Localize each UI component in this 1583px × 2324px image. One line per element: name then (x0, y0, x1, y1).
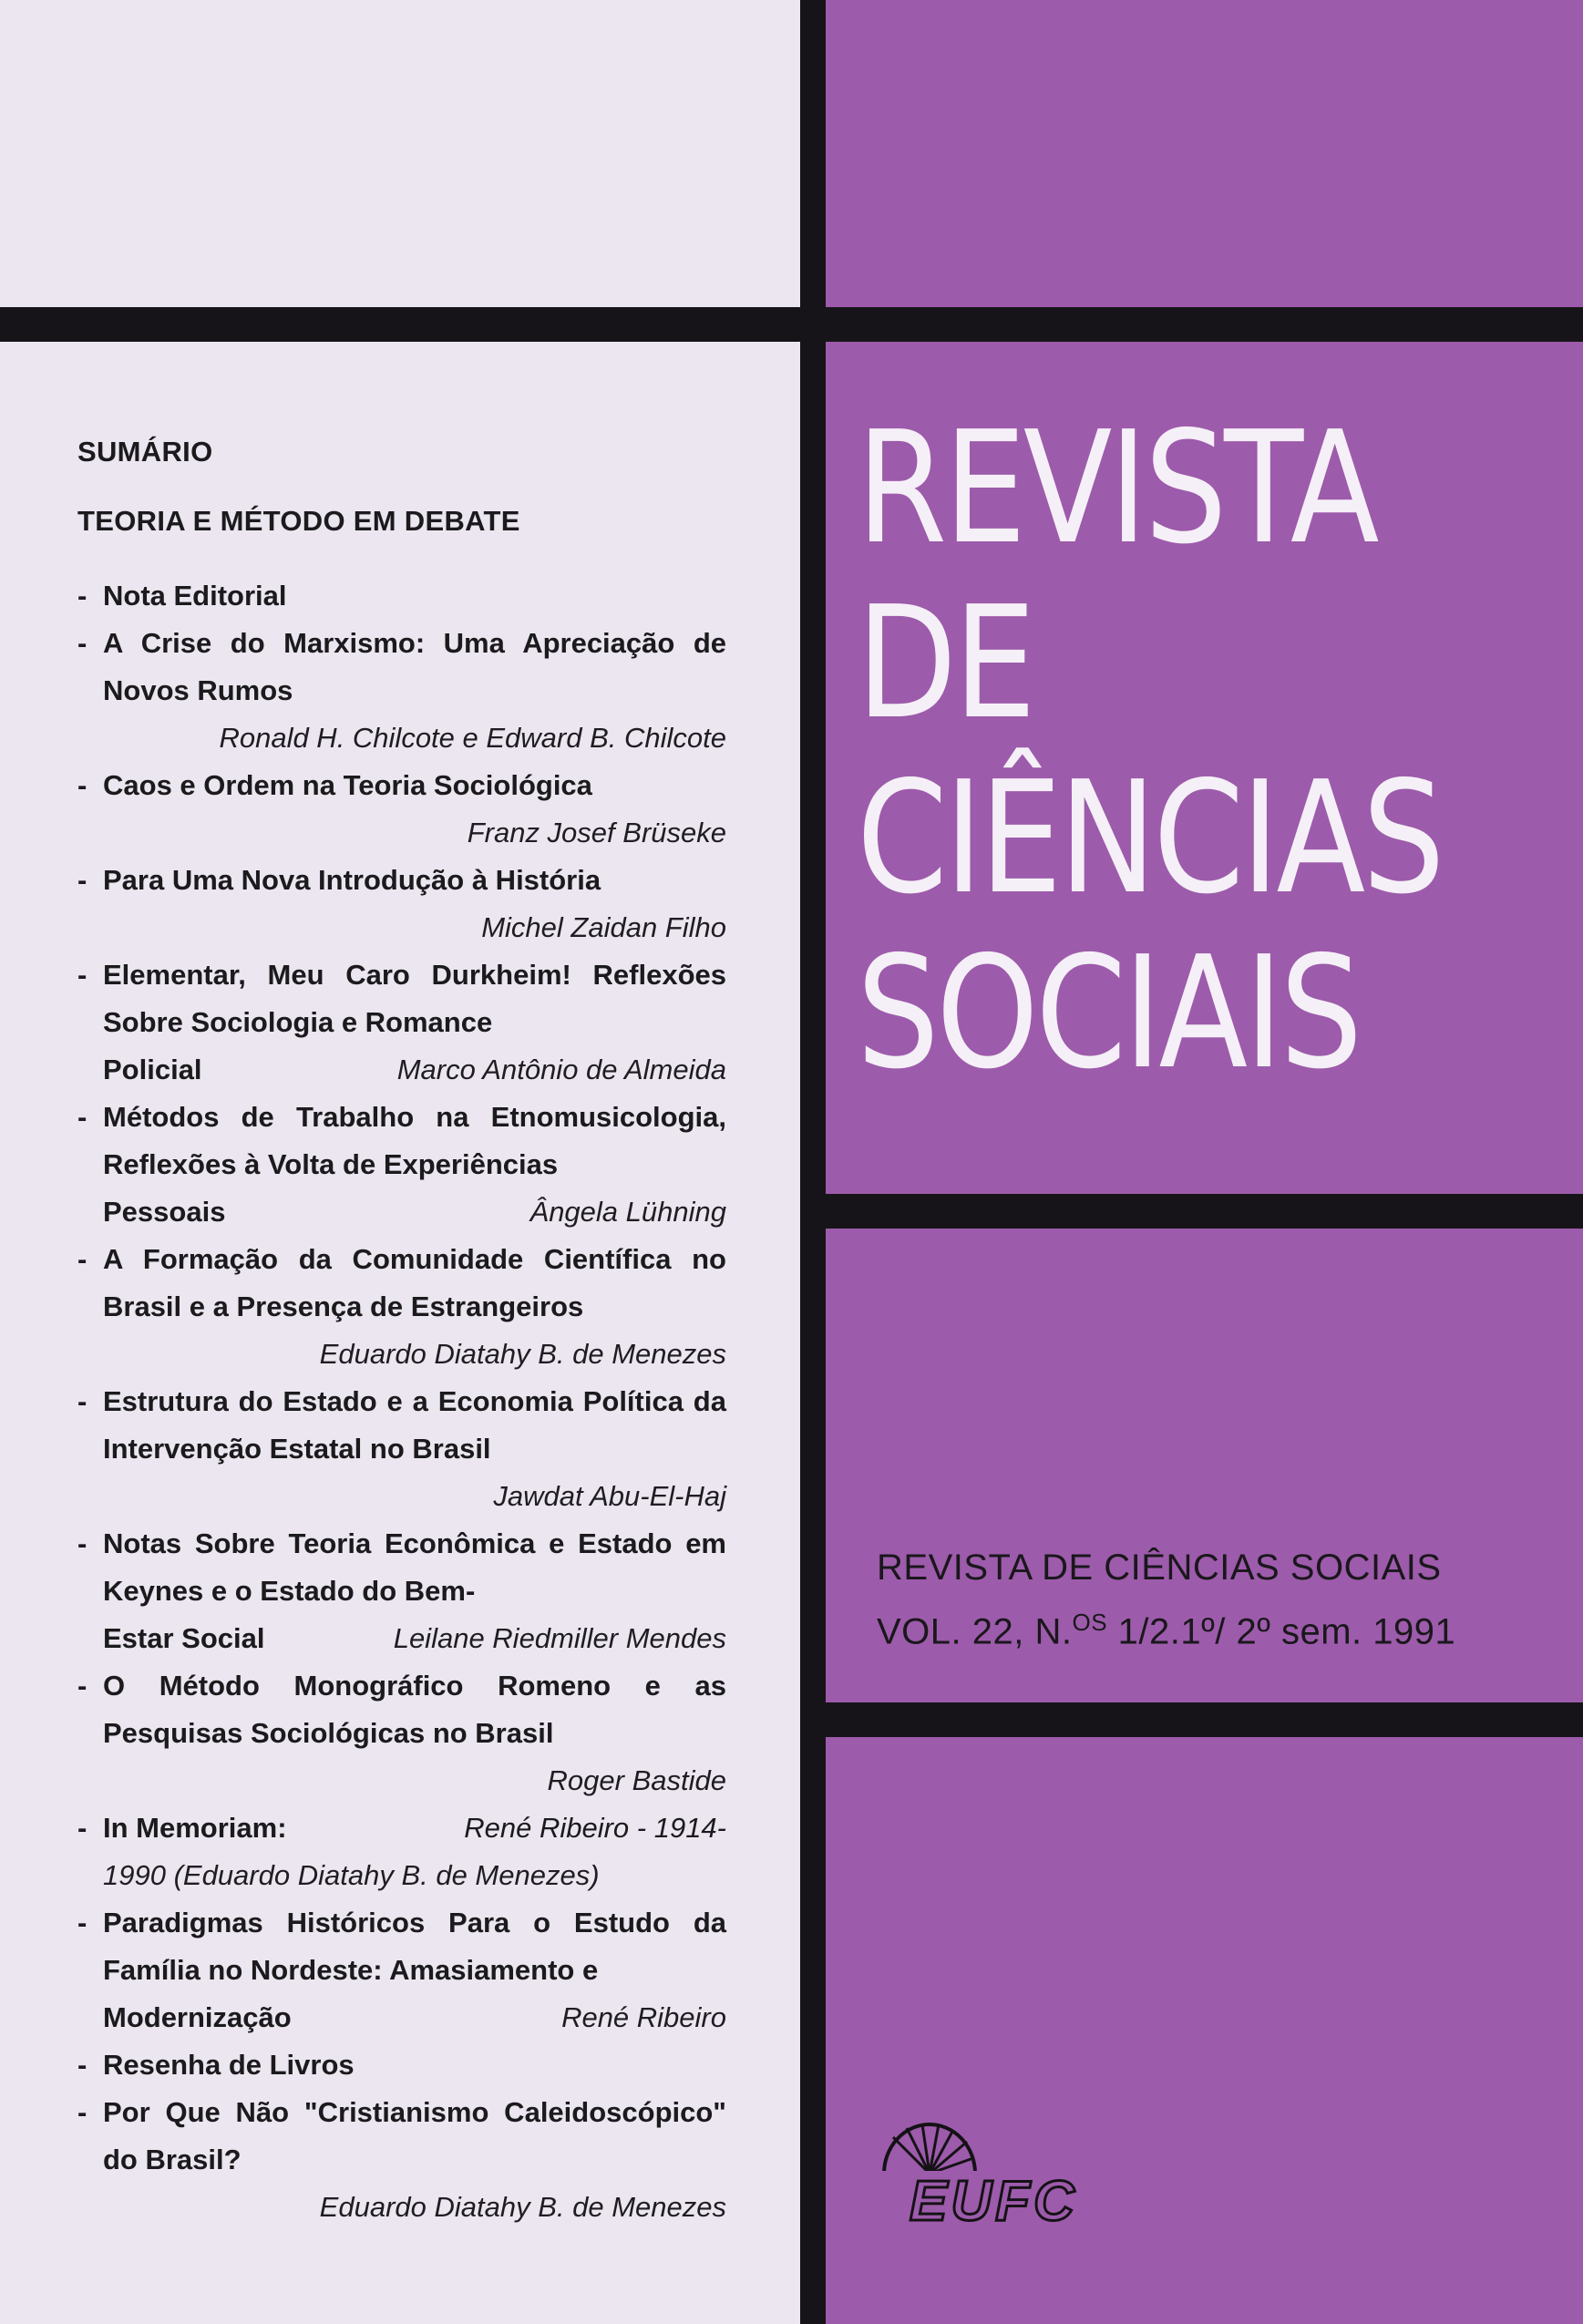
toc-dash: - (77, 1527, 87, 1559)
toc-dash: - (77, 627, 87, 659)
toc-dash: - (77, 1907, 87, 1938)
publisher-name: EUFC (910, 2170, 1078, 2233)
toc-entry-author: Leilane Riedmiller Mendes (393, 1622, 726, 1654)
toc-dash: - (77, 959, 87, 991)
toc-entry (77, 1805, 726, 1899)
toc-entry-title: A Formação da Comunidade Científica no Brasil e a Presença de Estrangeiros (103, 1243, 726, 1322)
purple-panel-top (825, 0, 1583, 307)
toc-entry (77, 572, 726, 620)
toc-section-title: TEORIA E MÉTODO EM DEBATE (77, 505, 520, 537)
toc-entry-title: Notas Sobre Teoria Econômica e Estado em Keynes e o Estado do Bem- (103, 1527, 726, 1607)
issue-journal-name: REVISTA DE CIÊNCIAS SOCIAIS (877, 1548, 1442, 1588)
magazine-title (857, 398, 1549, 1104)
toc-entry (77, 1094, 726, 1236)
toc-dash: - (77, 580, 87, 612)
toc-entry-title (103, 1805, 726, 1852)
horizontal-divider-top (0, 307, 1583, 342)
title-line: SOCIAIS (857, 923, 1360, 1104)
issue-info (877, 1540, 1455, 1659)
toc-entry-author: Marco Antônio de Almeida (396, 1054, 726, 1085)
toc-entry-last-line (103, 1994, 726, 2041)
toc-entry-title: Para Uma Nova Introdução à História (103, 864, 601, 896)
toc-entry-title: Elementar, Meu Caro Durkheim! Reflexões Sobre Sociologia e Romance (103, 959, 726, 1038)
toc-dash: - (77, 1101, 87, 1133)
toc-entry-last-line (103, 1615, 726, 1662)
toc-dash: - (77, 1243, 87, 1275)
eufc-logo-icon (875, 2114, 1139, 2233)
toc-entry-title-text: In Memoriam: (103, 1812, 287, 1844)
toc-entry-title: Nota Editorial (103, 580, 287, 612)
toc-entry (77, 1520, 726, 1662)
toc-entry-last-line (103, 1046, 726, 1094)
toc-entry-author: Eduardo Diatahy B. de Menezes (319, 1338, 726, 1370)
toc-entry-author: Eduardo Diatahy B. de Menezes (319, 2191, 726, 2223)
toc-entry (77, 620, 726, 762)
toc-dash: - (77, 1670, 87, 1702)
toc-entries (77, 572, 726, 2231)
toc-heading: SUMÁRIO (77, 436, 213, 468)
toc-entry (77, 2089, 726, 2231)
toc-entry-author: René Ribeiro (561, 2001, 726, 2033)
toc-dash: - (77, 769, 87, 801)
toc-entry (77, 1236, 726, 1378)
toc-entry-author: René Ribeiro - 1914- (464, 1812, 726, 1844)
horizontal-divider-low (825, 1702, 1583, 1737)
toc-entry-title-end: Policial (103, 1054, 202, 1085)
toc-entry-title: Paradigmas Históricos Para o Estudo da Família no Nordeste: Amasiamento e (103, 1907, 726, 1986)
publisher-logo (875, 2114, 1139, 2233)
toc-dash: - (77, 2049, 87, 2081)
toc-entry-title: Métodos de Trabalho na Etnomusicologia, Reflexões à Volta de Experiências (103, 1101, 726, 1180)
toc-entry-title: A Crise do Marxismo: Uma Apreciação de Novos Rumos (103, 627, 726, 706)
issue-volume: VOL. 22, N.$^{OS}$ 1/2.1º/ 2º sem. 1991 (877, 1609, 1456, 1652)
toc-entry-title-end: Modernização (103, 2001, 292, 2033)
toc-entry-title: Caos e Ordem na Teoria Sociológica (103, 769, 592, 801)
toc-entry-title: O Método Monográfico Romeno e as Pesquisas Sociológicas no Brasil (103, 1670, 726, 1749)
toc-entry-author-cont: 1990 (Eduardo Diatahy B. de Menezes) (103, 1859, 600, 1891)
title-line: CIÊNCIAS (857, 748, 1443, 929)
toc-entry (77, 1662, 726, 1805)
toc-entry (77, 762, 726, 857)
toc-entry-title-end: Estar Social (103, 1622, 265, 1654)
title-line: DE (857, 573, 1033, 754)
horizontal-divider-mid (825, 1194, 1583, 1229)
toc-entry-author: Ronald H. Chilcote e Edward B. Chilcote (219, 722, 726, 754)
toc-dash: - (77, 1385, 87, 1417)
toc-entry-title: Resenha de Livros (103, 2049, 355, 2081)
toc-entry-author: Roger Bastide (547, 1764, 726, 1796)
toc-entry-title: Por Que Não "Cristianismo Caleidoscópico" do Brasil? (103, 2096, 726, 2175)
toc-entry-author: Michel Zaidan Filho (481, 911, 726, 943)
toc-entry-author: Ângela Lühning (529, 1196, 726, 1228)
toc-entry (77, 857, 726, 951)
toc-dash: - (77, 2096, 87, 2128)
toc-dash: - (77, 1812, 87, 1844)
toc-entry-author: Jawdat Abu-El-Haj (493, 1480, 726, 1512)
table-of-contents (77, 436, 726, 2231)
toc-entry (77, 951, 726, 1094)
vertical-divider (800, 0, 826, 2324)
title-line: REVISTA (857, 398, 1377, 579)
toc-dash: - (77, 864, 87, 896)
toc-entry (77, 2041, 726, 2089)
toc-entry-author: Franz Josef Brüseke (467, 817, 726, 848)
toc-entry (77, 1899, 726, 2041)
toc-entry (77, 1378, 726, 1520)
purple-panel-bottom (825, 1737, 1583, 2324)
toc-entry-title-end: Pessoais (103, 1196, 226, 1228)
toc-entry-title: Estrutura do Estado e a Economia Política da Intervenção Estatal no Brasil (103, 1385, 726, 1465)
toc-entry-last-line (103, 1188, 726, 1236)
